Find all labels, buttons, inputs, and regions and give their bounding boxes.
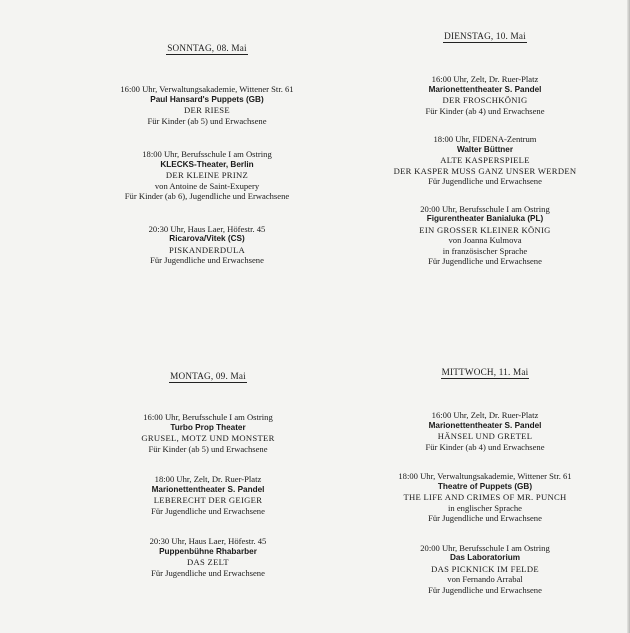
event-title: DER RIESE — [184, 105, 230, 115]
event-item — [355, 74, 615, 116]
event-company: Theatre of Puppets (GB) — [437, 481, 533, 491]
event-time-place: 20:30 Uhr, Haus Laer, Höfestr. 45 — [149, 536, 267, 546]
day-block-sonntag — [72, 38, 342, 266]
event-language: in englischer Sprache — [448, 502, 522, 513]
event-audience: Für Kinder (ab 4) und Erwachsene — [425, 105, 545, 116]
event-title: THE LIFE AND CRIMES OF MR. PUNCH — [403, 492, 567, 502]
event-company: Marionettentheater S. Pandel — [428, 84, 542, 94]
event-item — [72, 149, 342, 202]
event-item — [355, 471, 615, 524]
event-time-place: 18:00 Uhr, Verwaltungsakademie, Wittener Str. 61 — [398, 471, 572, 481]
event-audience: Für Jugendliche und Erwachsene — [151, 567, 265, 578]
event-title: GRUSEL, MOTZ UND MONSTER — [141, 433, 275, 443]
event-company: Marionettentheater S. Pandel — [151, 484, 265, 494]
event-time-place: 16:00 Uhr, Zelt, Dr. Ruer-Platz — [431, 410, 539, 420]
event-item — [78, 536, 338, 578]
event-item — [355, 204, 615, 267]
event-title: DER KLEINE PRINZ — [165, 170, 249, 180]
event-title-line2: DER KASPER MUSS GANZ UNSER WERDEN — [393, 165, 577, 176]
event-item — [355, 134, 615, 187]
event-audience: Für Jugendliche und Erwachsene — [428, 584, 542, 595]
event-time-place: 20:00 Uhr, Berufsschule I am Ostring — [420, 542, 550, 553]
event-author: von Joanna Kulmova — [448, 235, 522, 245]
event-audience: Für Jugendliche und Erwachsene — [428, 256, 542, 266]
event-item — [72, 84, 342, 126]
event-title: LEBERECHT DER GEIGER — [153, 495, 263, 505]
event-time-place: 16:00 Uhr, Verwaltungsakademie, Wittener Str. 61 — [120, 84, 294, 94]
day-block-mittwoch — [355, 362, 615, 595]
event-company: Puppenbühne Rhabarber — [159, 546, 257, 556]
day-block-montag — [78, 366, 338, 578]
event-time-place: 18:00 Uhr, Berufsschule I am Ostring — [142, 149, 272, 159]
event-company: Walter Büttner — [456, 144, 514, 154]
event-time-place: 20:30 Uhr, Haus Laer, Höfestr. 45 — [148, 223, 266, 234]
event-audience: Für Kinder (ab 5) und Erwachsene — [147, 115, 267, 126]
event-title: EIN GROSSER KLEINER KÖNIG — [419, 224, 551, 235]
event-item — [78, 474, 338, 516]
event-company: Marionettentheater S. Pandel — [428, 420, 542, 430]
day-header: DIENSTAG, 10. Mai — [444, 31, 526, 41]
event-item — [355, 543, 615, 596]
event-audience: Für Jugendliche und Erwachsene — [151, 505, 265, 516]
event-time-place: 18:00 Uhr, FIDENA-Zentrum — [433, 134, 537, 144]
event-company: Ricarova/Vitek (CS) — [169, 234, 245, 243]
event-time-place: 16:00 Uhr, Zelt, Dr. Ruer-Platz — [431, 74, 539, 84]
event-item — [72, 224, 342, 266]
day-header: MONTAG, 09. Mai — [170, 371, 246, 381]
event-time-place: 16:00 Uhr, Berufsschule I am Ostring — [143, 412, 273, 422]
event-author: von Fernando Arrabal — [447, 574, 523, 584]
event-title: DAS PICKNICK IM FELDE — [431, 563, 539, 574]
event-time-place: 20:00 Uhr, Berufsschule I am Ostring — [420, 203, 550, 214]
event-audience: Für Jugendliche und Erwachsene — [150, 255, 264, 265]
event-language: in französischer Sprache — [442, 245, 528, 256]
day-header: MITTWOCH, 11. Mai — [441, 367, 529, 377]
event-item — [78, 412, 338, 454]
event-title: DAS ZELT — [187, 557, 229, 567]
event-company: KLECKS-Theater, Berlin — [160, 159, 254, 169]
event-audience: Für Kinder (ab 6), Jugendliche und Erwachsene — [124, 191, 290, 201]
event-company: Paul Hansard's Puppets (GB) — [150, 94, 264, 104]
event-company: Figurentheater Banialuka (PL) — [426, 214, 544, 223]
event-title: PISKANDERDULA — [169, 244, 245, 255]
event-company: Turbo Prop Theater — [170, 422, 246, 432]
event-title: ALTE KASPERSPIELE — [440, 155, 530, 165]
event-item — [355, 410, 615, 452]
event-title: HÄNSEL UND GRETEL — [437, 431, 533, 441]
event-audience: Für Kinder (ab 4) und Erwachsene — [425, 441, 545, 452]
event-audience: Für Kinder (ab 5) und Erwachsene — [148, 443, 268, 454]
event-author: von Antoine de Saint-Exupery — [154, 180, 260, 191]
day-block-dienstag — [355, 26, 615, 267]
event-company: Das Laboratorium — [449, 553, 521, 562]
day-header: SONNTAG, 08. Mai — [167, 43, 247, 53]
event-audience: Für Jugendliche und Erwachsene — [428, 513, 542, 523]
event-title: DER FROSCHKÖNIG — [442, 95, 528, 105]
event-time-place: 18:00 Uhr, Zelt, Dr. Ruer-Platz — [154, 474, 262, 484]
event-audience: Für Jugendliche und Erwachsene — [428, 176, 542, 186]
